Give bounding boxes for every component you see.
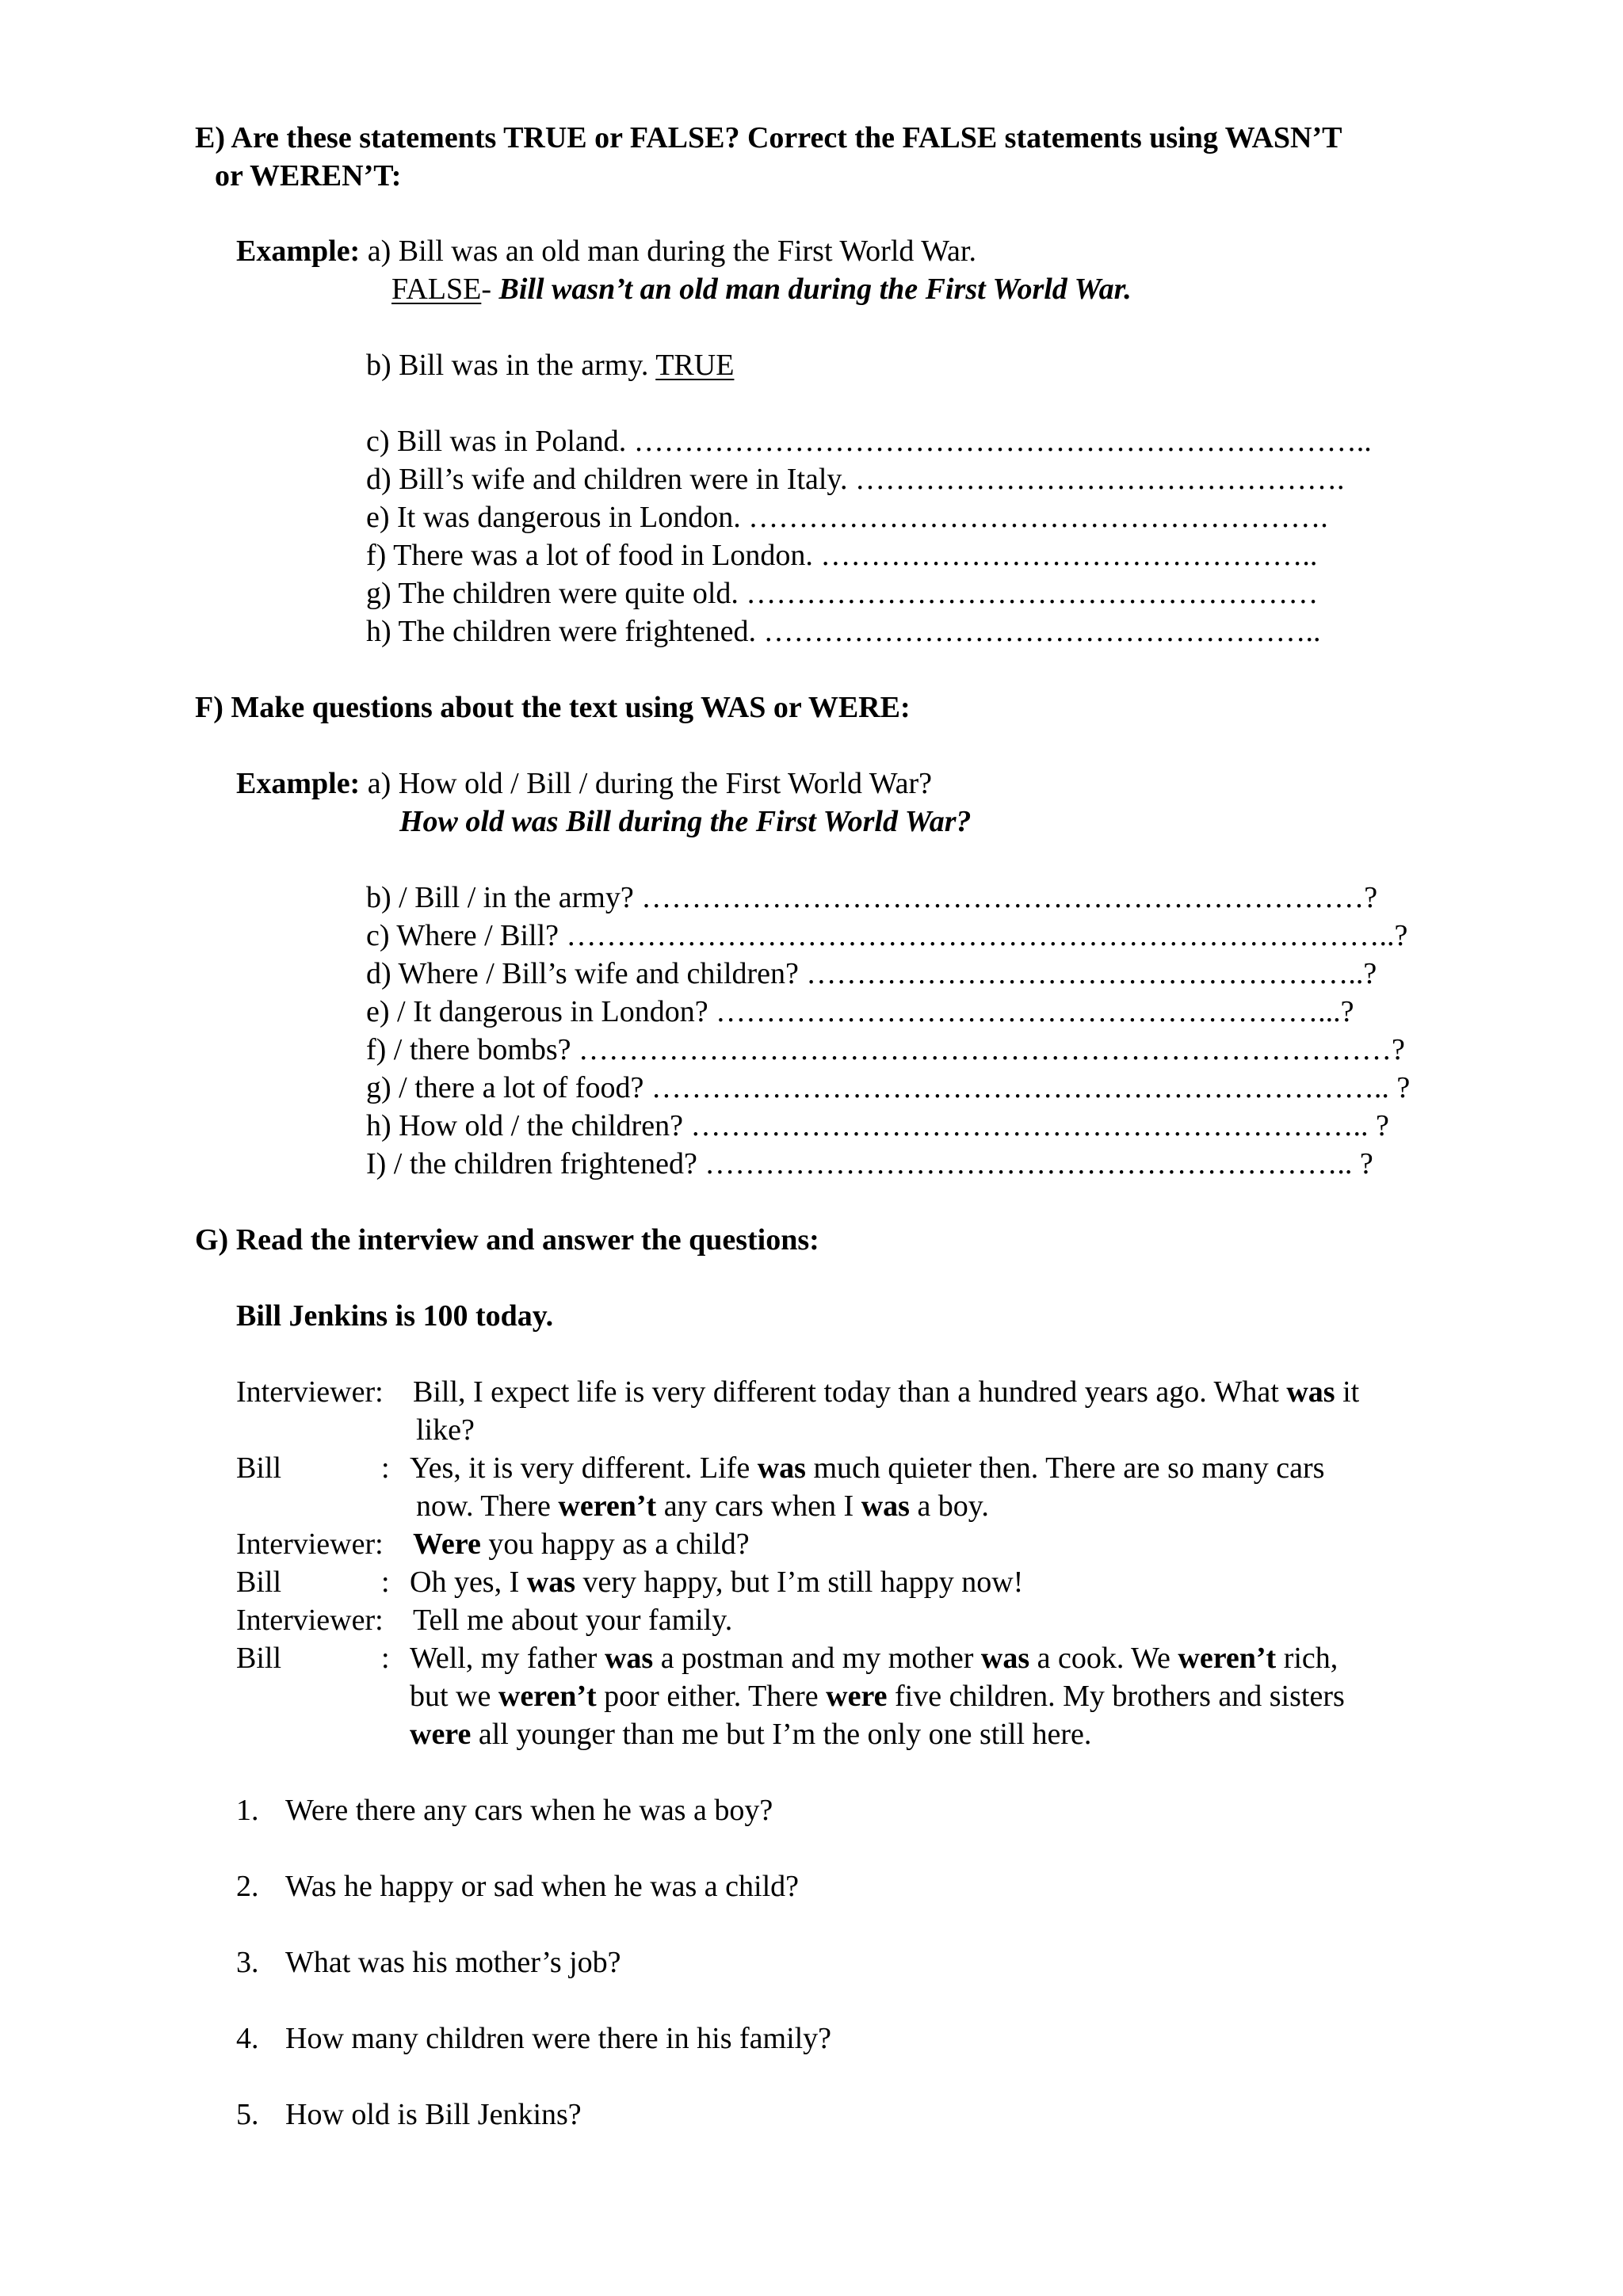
interviewer-line-3: Tell me about your family.: [413, 1604, 733, 1637]
text: a cook. We: [1029, 1642, 1178, 1675]
text: now. There: [416, 1489, 559, 1523]
bill-line-2: [410, 1567, 1023, 1597]
section-e-example-answer: [391, 274, 1132, 304]
section-f-example-answer: How old was Bill during the First World War?: [399, 805, 972, 838]
bold-word: weren’t: [558, 1489, 657, 1523]
bold-word: was: [604, 1642, 654, 1675]
section-f-item-i: I) / the children frightened? ……………………………………………………….. ?: [366, 1147, 1373, 1180]
text: Oh yes, I: [410, 1566, 527, 1599]
bill-line-3-cont: [410, 1719, 1091, 1749]
question-item: [236, 2100, 582, 2130]
section-f-item-f: f) / there bombs? ………………………………………………………………………?: [366, 1033, 1405, 1066]
section-g-title: G) Read the interview and answer the questions:: [195, 1223, 819, 1257]
example-label: Example:: [236, 767, 361, 800]
text: a postman and my mother: [653, 1642, 981, 1675]
section-f-item-c: c) Where / Bill? ………………………………………………………………………..?: [366, 919, 1408, 952]
text: it: [1335, 1375, 1360, 1409]
bold-word: was: [757, 1451, 806, 1485]
text: much quieter then. There are so many cars: [805, 1451, 1325, 1485]
text: rich,: [1276, 1642, 1338, 1675]
bill-line-1-cont: [416, 1491, 989, 1521]
example-dash: -: [481, 273, 491, 306]
section-f-item-e: e) / It dangerous in London? ……………………………………………………...?: [366, 995, 1354, 1028]
section-e-item-f: f) There was a lot of food in London. …………………………………………..: [366, 539, 1318, 572]
section-e-example: [236, 236, 976, 266]
example-statement: a) Bill was an old man during the First World War.: [367, 235, 976, 268]
text: very happy, but I’m still happy now!: [575, 1566, 1024, 1599]
item-b-text: b) Bill was in the army.: [366, 349, 649, 382]
section-f-title: F) Make questions about the text using WAS or WERE:: [195, 691, 911, 724]
question-text: How old is Bill Jenkins?: [285, 2098, 582, 2131]
text: poor either. There: [596, 1680, 827, 1713]
bold-word: was: [861, 1489, 910, 1523]
section-e-item-h: h) The children were frightened. ………………………………………………..: [366, 615, 1321, 648]
question-text: Were there any cars when he was a boy?: [285, 1794, 773, 1827]
speaker-interviewer: Interviewer:: [236, 1527, 384, 1561]
question-text: How many children were there in his family?: [285, 2022, 832, 2055]
section-e-item-g: g) The children were quite old. …………………………………………………: [366, 577, 1319, 610]
question-number: 1.: [236, 1794, 259, 1827]
interviewer-line-1: [413, 1377, 1359, 1407]
text: all younger than me but I’m the only one still here.: [471, 1718, 1092, 1751]
bold-word: was: [980, 1642, 1030, 1675]
section-f-item-g: g) / there a lot of food? ……………………………………………………………….. ?: [366, 1071, 1411, 1104]
bold-word: was: [1286, 1375, 1335, 1409]
speaker-interviewer: Interviewer:: [236, 1375, 384, 1409]
question-item: [236, 2023, 831, 2054]
speaker-colon: :: [381, 1566, 390, 1599]
text: five children. My brothers and sisters: [887, 1680, 1345, 1713]
section-f-item-d: d) Where / Bill’s wife and children? ………………………………………………..?: [366, 957, 1377, 990]
speaker-bill: Bill: [236, 1451, 282, 1485]
section-f-item-h: h) How old / the children? ………………………………………………………….. ?: [366, 1109, 1389, 1142]
section-g-subtitle: Bill Jenkins is 100 today.: [236, 1299, 554, 1333]
speaker-colon: :: [381, 1642, 390, 1675]
bill-line-3: [410, 1643, 1338, 1673]
example-correction: Bill wasn’t an old man during the First World War.: [498, 273, 1132, 306]
section-e-title: E) Are these statements TRUE or FALSE? Correct the FALSE statements using WASN’T: [195, 121, 1342, 154]
question-number: 4.: [236, 2022, 259, 2055]
question-number: 2.: [236, 1870, 259, 1903]
bold-word: were: [410, 1718, 472, 1751]
section-e-item-c: c) Bill was in Poland. ………………………………………………………………..: [366, 425, 1372, 458]
bold-word: was: [526, 1566, 575, 1599]
text: Yes, it is very different. Life: [410, 1451, 758, 1485]
example-label: Example:: [236, 235, 361, 268]
text: but we: [410, 1680, 498, 1713]
question-item: [236, 1871, 799, 1901]
text: a boy.: [909, 1489, 989, 1523]
text: any cars when I: [656, 1489, 861, 1523]
section-f-item-b: b) / Bill / in the army? ………………………………………………………………?: [366, 881, 1378, 914]
bold-word: weren’t: [498, 1680, 597, 1713]
bold-word: were: [826, 1680, 888, 1713]
text: Well, my father: [410, 1642, 605, 1675]
example-prompt: a) How old / Bill / during the First World War?: [367, 767, 933, 800]
speaker-interviewer: Interviewer:: [236, 1604, 384, 1637]
question-number: 5.: [236, 2098, 259, 2131]
question-text: Was he happy or sad when he was a child?: [285, 1870, 800, 1903]
speaker-bill: Bill: [236, 1642, 282, 1675]
item-b-answer: TRUE: [655, 349, 735, 382]
bill-line-3-cont: [410, 1681, 1345, 1711]
bold-word: weren’t: [1178, 1642, 1277, 1675]
bill-line-1: [410, 1453, 1324, 1483]
question-item: [236, 1947, 621, 1978]
section-e-item-e: e) It was dangerous in London. ………………………………………………….: [366, 501, 1328, 534]
interviewer-line-1-cont: like?: [416, 1413, 475, 1447]
question-text: What was his mother’s job?: [285, 1946, 621, 1979]
section-e-title-cont: or WEREN’T:: [215, 159, 402, 193]
section-e-item-b: [366, 350, 734, 380]
question-number: 3.: [236, 1946, 259, 1979]
section-f-example: [236, 769, 932, 799]
section-e-item-d: d) Bill’s wife and children were in Italy. ………………………………………….: [366, 463, 1345, 496]
bold-word: Were: [413, 1527, 481, 1561]
text: you happy as a child?: [480, 1527, 750, 1561]
speaker-colon: :: [381, 1451, 390, 1485]
text: Bill, I expect life is very different today than a hundred years ago. What: [413, 1375, 1287, 1409]
example-false-label: FALSE: [391, 273, 482, 306]
interviewer-line-2: [413, 1529, 750, 1559]
question-item: [236, 1795, 773, 1825]
speaker-bill: Bill: [236, 1566, 282, 1599]
